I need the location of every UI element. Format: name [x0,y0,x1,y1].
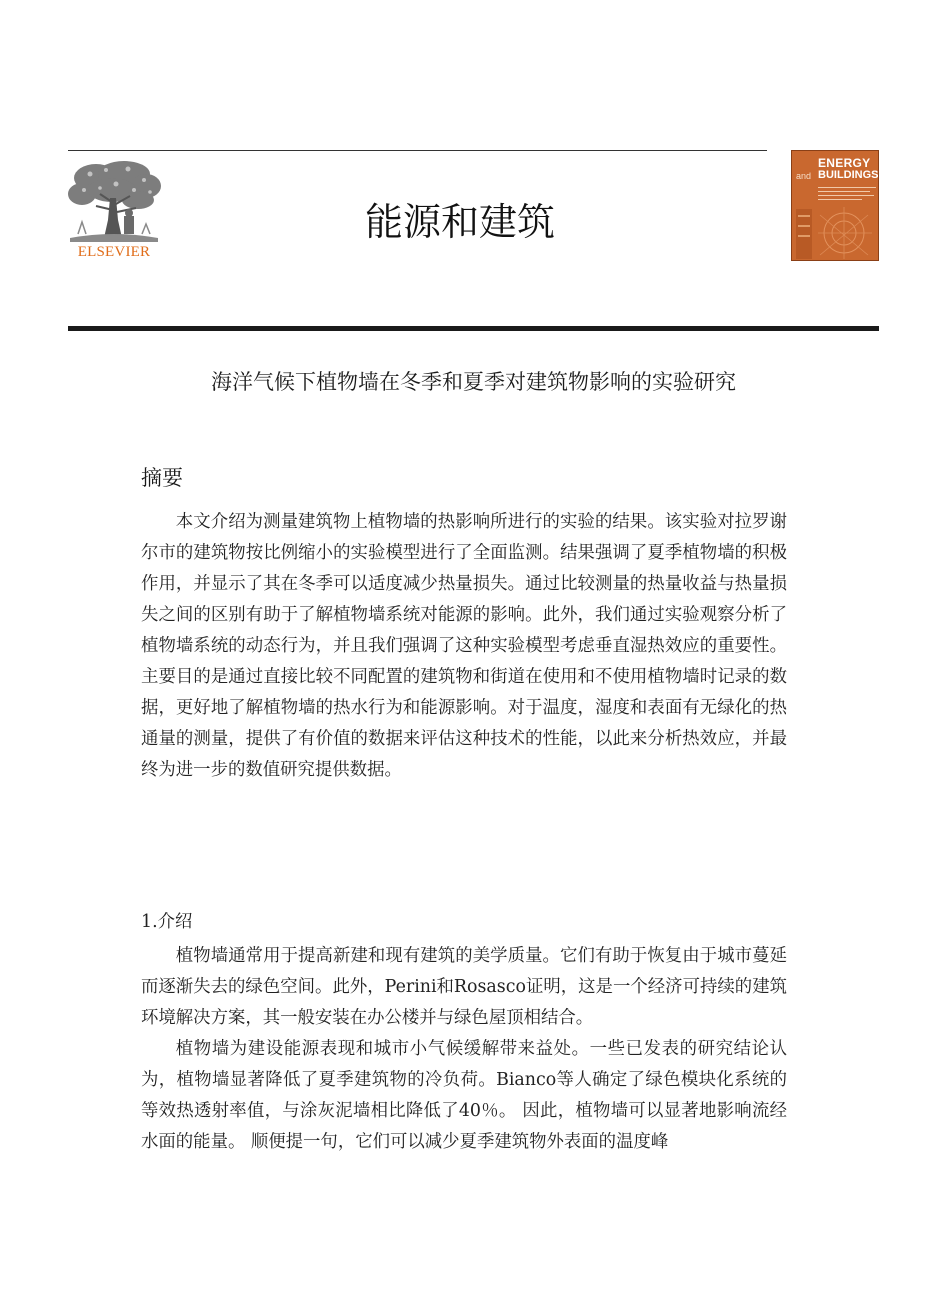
header-top-rule [68,150,767,151]
abstract-paragraph: 本文介绍为测量建筑物上植物墙的热影响所进行的实验的结果。该实验对拉罗谢尔市的建筑物按比例缩小的实验模型进行了全面监测。结果强调了夏季植物墙的积极作用，并显示了其在冬季可以适度减少热量损失。通过比较测量的热量收益与热量损失之间的区别有助于了解植物墙系统对能源的影响。此外，我们通过实验观察分析了植物墙系统的动态行为，并且我们强调了这种实验模型考虑垂直湿热效应的重要性。主要目的是通过直接比较不同配置的建筑物和街道在使用和不使用植物墙时记录的数据，更好地了解植物墙的热水行为和能源影响。对于温度，湿度和表面有无绿化的热通量的测量，提供了有价值的数据来评估这种技术的性能，以此来分析热效应，并最终为进一步的数值研究提供数据。 [141,512,787,780]
publisher-logo [66,160,162,264]
cover-artwork-icon [792,185,879,261]
journal-title: 能源和建筑 [364,200,555,244]
introduction-paragraph: 植物墙通常用于提高新建和现有建筑的美学质量。它们有助于恢复由于城市蔓延而逐渐失去的绿色空间。此外，Perini和Rosasco证明，这是一个经济可持续的建筑环境解决方案，其一般安装在办公楼并与绿色屋顶相结合。 [141,946,787,1028]
introduction-body [141,941,787,1191]
introduction-paragraph: 植物墙为建设能源表现和城市小气候缓解带来益处。一些已发表的研究结论认为，植物墙显著降低了夏季建筑物的冷负荷。Bianco等人确定了绿色模块化系统的等效热透射率值，与涂灰泥墙相比降低了40％。 因此，植物墙可以显著地影响流经水面的能量。 顺便提一句，它们可以减少夏季建筑物外表面的温度峰 [141,1039,787,1152]
cover-title-and: and [796,171,812,181]
abstract-body [141,507,787,786]
tree-emblem-icon [66,160,162,242]
cover-title-line1: ENERGY [818,156,871,170]
article-title: 海洋气候下植物墙在冬季和夏季对建筑物影响的实验研究 [211,370,736,394]
abstract-heading: 摘要 [141,466,183,490]
header-bottom-rule [68,326,879,331]
cover-title-line2: BUILDINGS [818,169,879,181]
publisher-name: ELSEVIER [77,244,151,260]
journal-cover [791,150,879,261]
introduction-heading: 1.介绍 [141,912,193,932]
